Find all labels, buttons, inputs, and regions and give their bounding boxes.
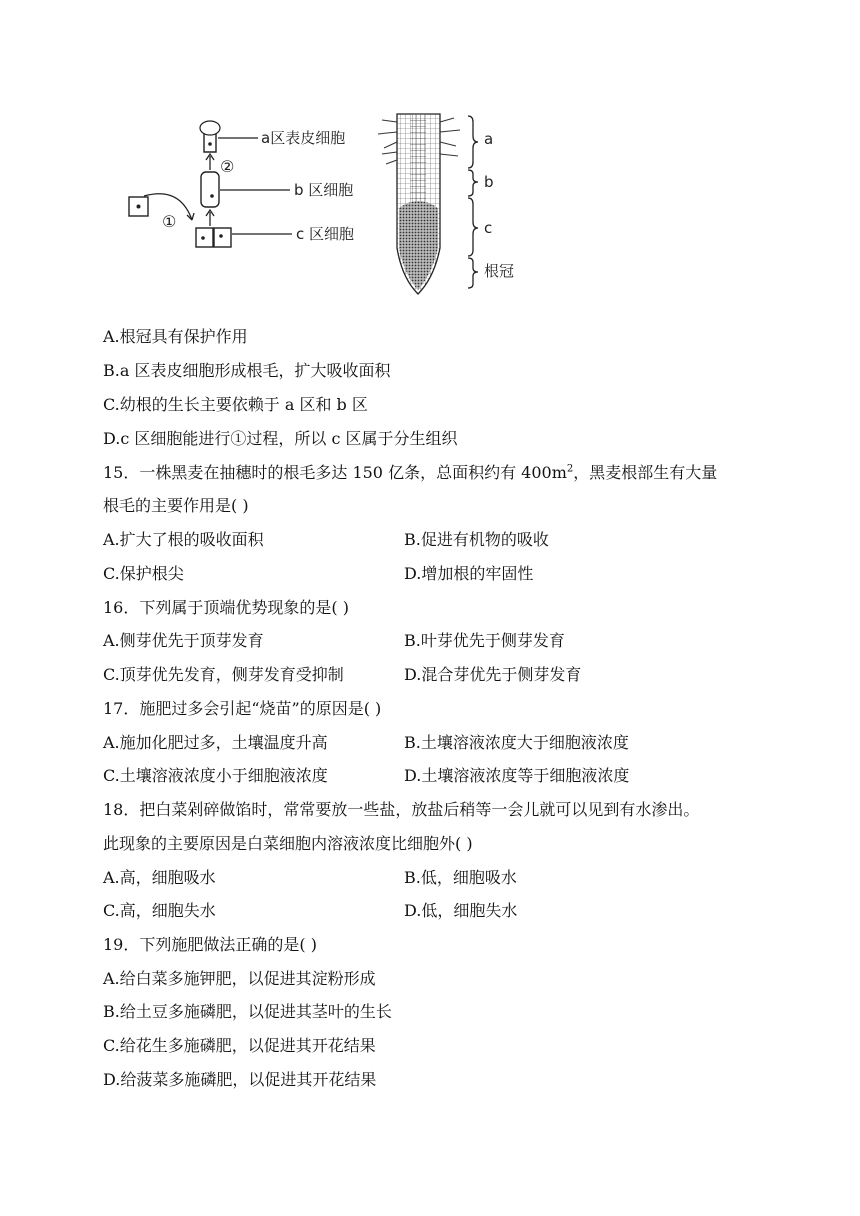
root-tip-figure (120, 108, 540, 300)
q17-option-c: C.土壤溶液浓度小于细胞液浓度 (103, 766, 328, 785)
q18-option-a: A.高，细胞吸水 (103, 868, 216, 887)
q14-option-b: B.a 区表皮细胞形成根毛，扩大吸收面积 (103, 361, 391, 380)
label-a-cell: a区表皮细胞 (261, 129, 346, 147)
q15-option-a: A.扩大了根的吸收面积 (103, 530, 264, 549)
q17-option-b: B.土壤溶液浓度大于细胞液浓度 (404, 733, 629, 752)
q16-option-c: C.顶芽优先发育，侧芽发育受抑制 (103, 665, 344, 684)
q16-option-b: B.叶芽优先于侧芽发育 (404, 631, 565, 650)
q19-stem: 19．下列施肥做法正确的是( ) (103, 935, 317, 954)
q14-option-a: A.根冠具有保护作用 (103, 327, 248, 346)
q18-option-d: D.低，细胞失水 (404, 901, 518, 920)
q15-stem-post: ，黑麦根部生有大量 (573, 463, 718, 482)
q17-stem: 17．施肥过多会引起“烧苗”的原因是( ) (103, 699, 382, 718)
q17-option-a: A.施加化肥过多，土壤温度升高 (103, 733, 328, 752)
q15-stem-sup: 2 (566, 463, 574, 475)
q15-option-c: C.保护根尖 (103, 564, 184, 583)
label-zone-c: c (484, 219, 493, 237)
q15-option-b: B.促进有机物的吸收 (404, 530, 549, 549)
q15-stem-line1 (103, 463, 717, 483)
q19-option-c: C.给花生多施磷肥，以促进其开花结果 (103, 1036, 376, 1055)
q15-stem-pre: 15．一株黑麦在抽穗时的根毛多达 150 亿条，总面积约有 400m (103, 463, 567, 482)
label-step-2: ② (220, 157, 235, 176)
q17-option-d: D.土壤溶液浓度等于细胞液浓度 (404, 766, 630, 785)
label-root-cap: 根冠 (484, 262, 515, 280)
q15-stem-line2: 根毛的主要作用是( ) (103, 496, 249, 515)
q18-option-b: B.低，细胞吸水 (404, 868, 517, 887)
q19-option-d: D.给菠菜多施磷肥，以促进其开花结果 (103, 1070, 377, 1089)
q19-option-a: A.给白菜多施钾肥，以促进其淀粉形成 (103, 969, 376, 988)
q16-option-a: A.侧芽优先于顶芽发育 (103, 631, 264, 650)
q14-option-c: C.幼根的生长主要依赖于 a 区和 b 区 (103, 395, 368, 414)
q15-option-d: D.增加根的牢固性 (404, 564, 534, 583)
label-zone-a: a (484, 130, 494, 148)
q19-option-b: B.给土豆多施磷肥，以促进其茎叶的生长 (103, 1002, 392, 1021)
q18-option-c: C.高，细胞失水 (103, 901, 216, 920)
root-tip-structure (378, 114, 478, 294)
label-step-1: ① (162, 212, 177, 231)
q18-stem-line2: 此现象的主要原因是白菜细胞内溶液浓度比细胞外( ) (103, 834, 473, 853)
q16-option-d: D.混合芽优先于侧芽发育 (404, 665, 582, 684)
q16-stem: 16．下列属于顶端优势现象的是( ) (103, 598, 349, 617)
label-b-cell: b 区细胞 (294, 181, 354, 199)
q18-stem-line1: 18．把白菜剁碎做馅时，常常要放一些盐，放盐后稍等一会儿就可以见到有水渗出。 (103, 800, 700, 819)
label-zone-b: b (484, 173, 494, 191)
q14-option-d: D.c 区细胞能进行①过程，所以 c 区属于分生组织 (103, 429, 458, 448)
label-c-cell: c 区细胞 (296, 225, 355, 243)
